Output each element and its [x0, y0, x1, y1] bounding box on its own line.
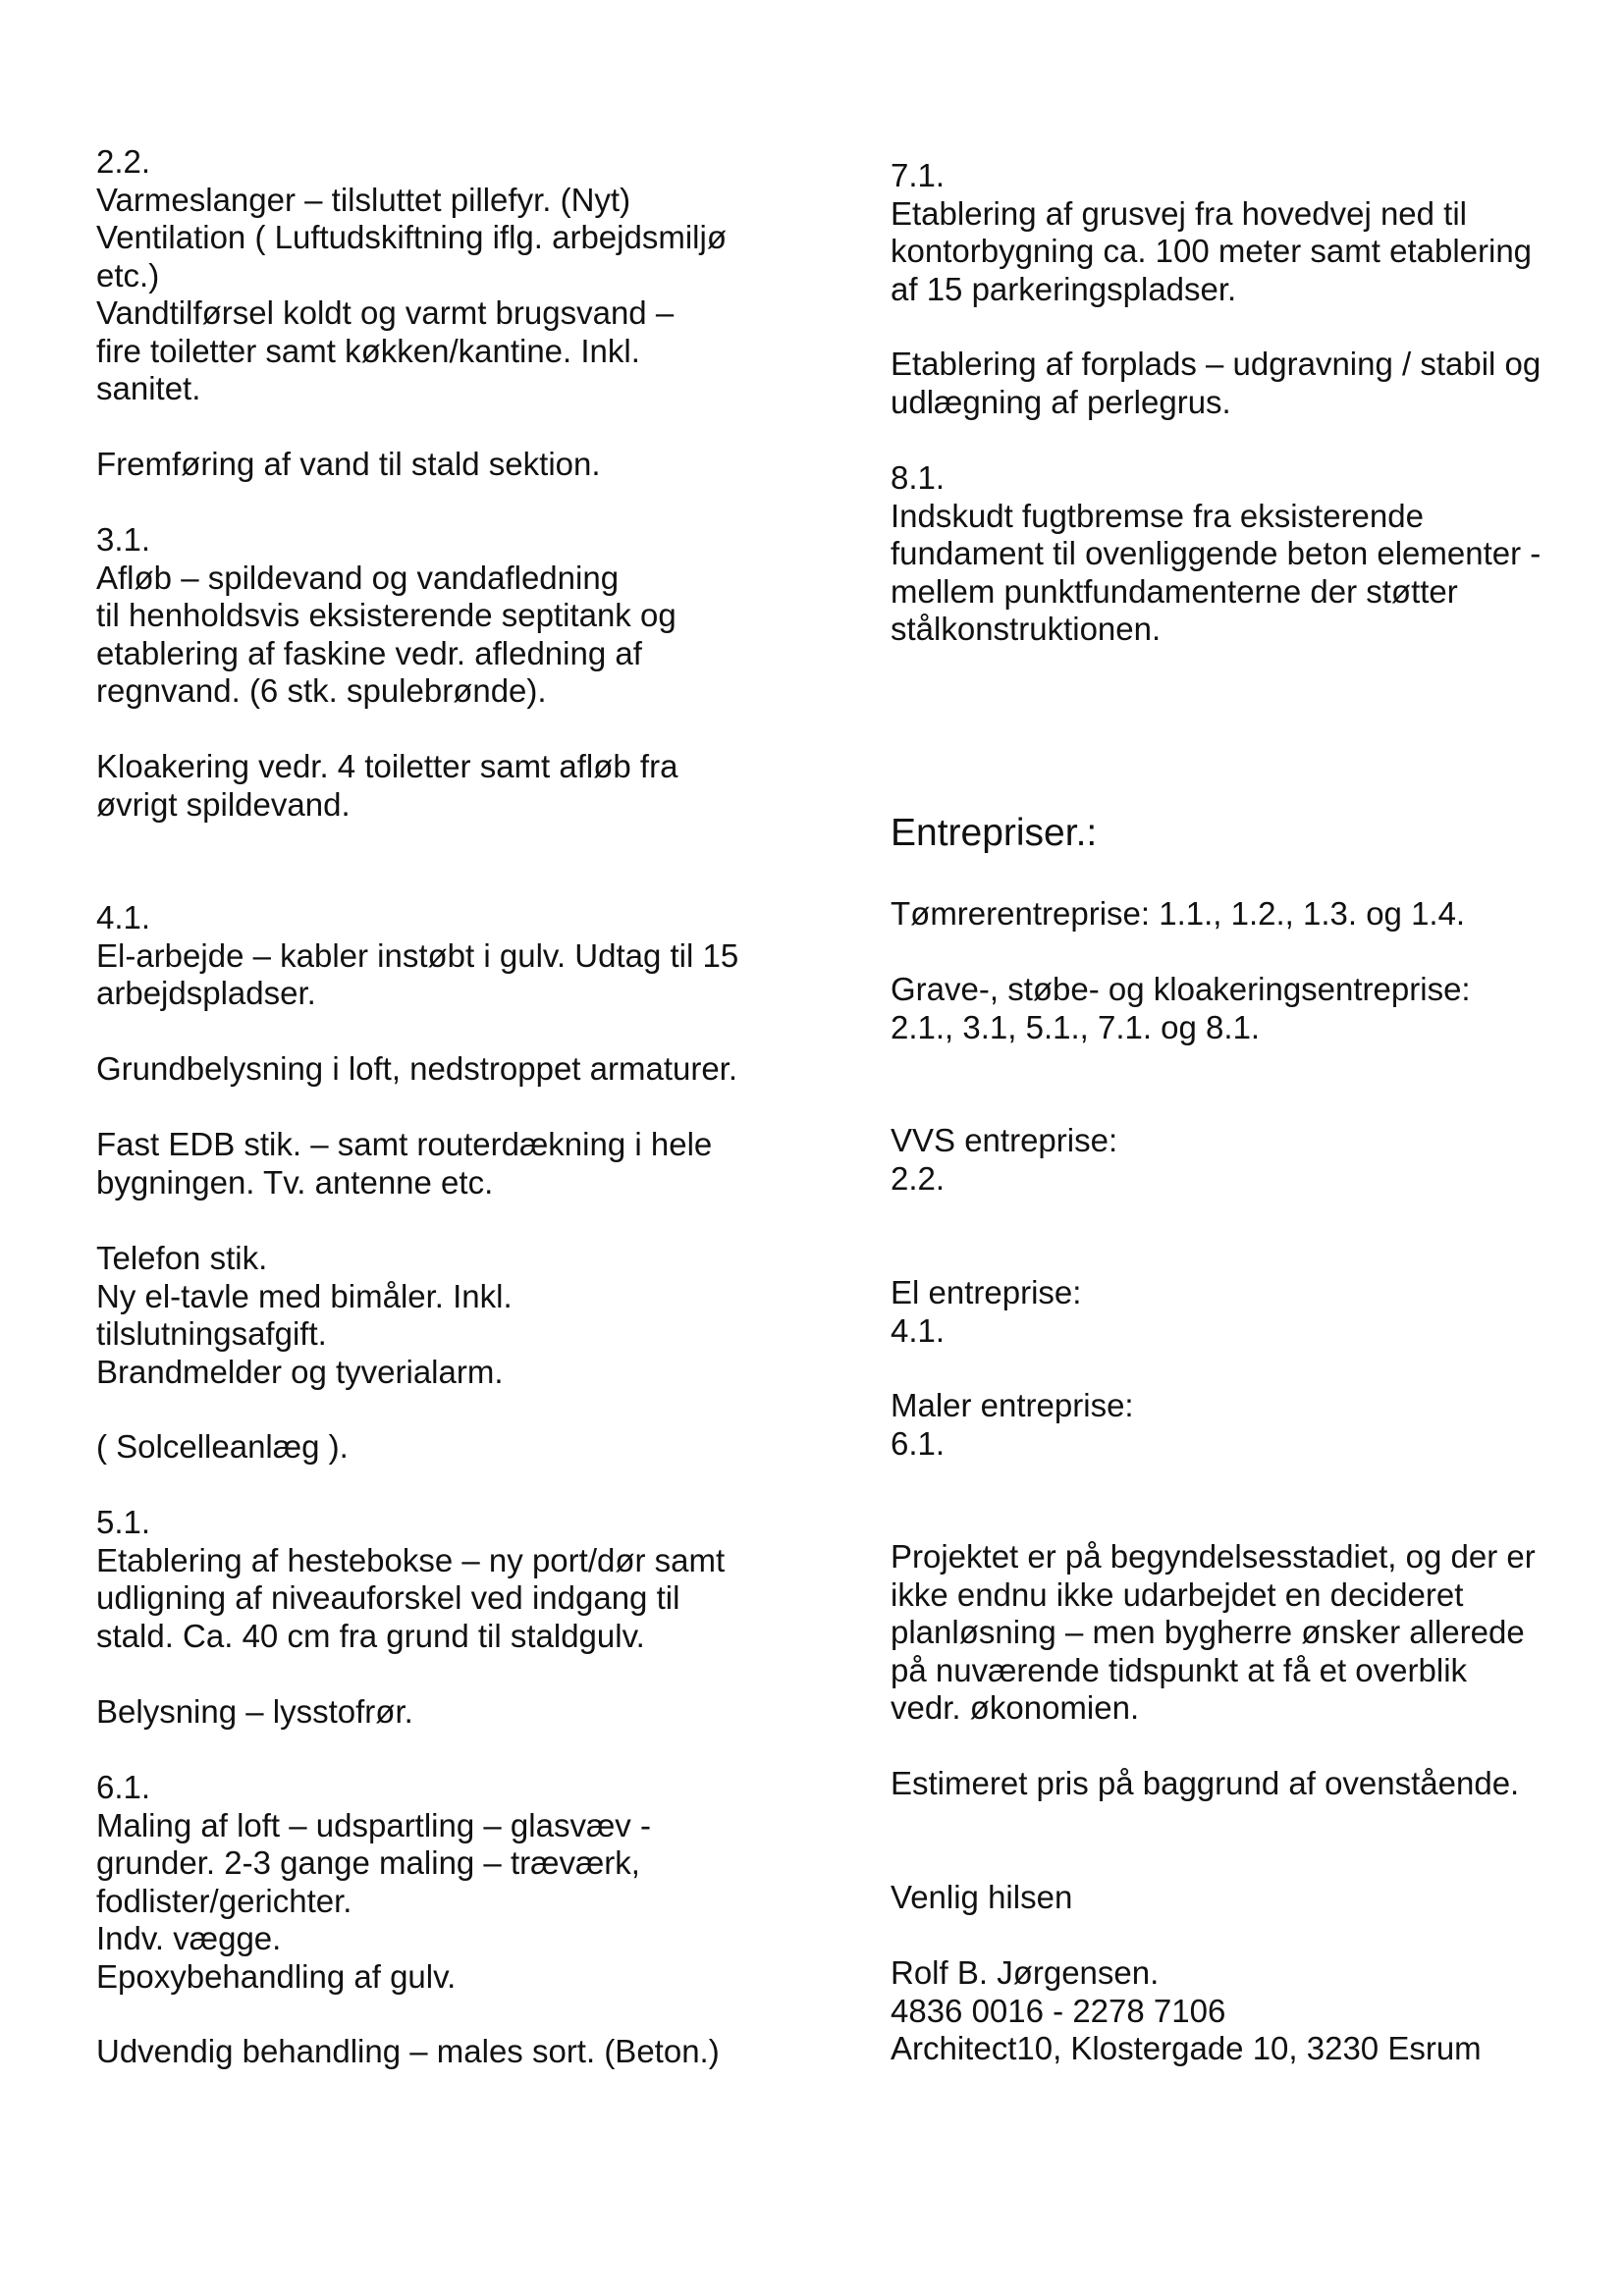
text-line: El entreprise: [891, 1274, 1082, 1310]
text-line: Udvendig behandling – males sort. (Beton.) [96, 2033, 720, 2069]
text-line: fire toiletter samt køkken/kantine. Inkl. [96, 332, 640, 369]
text-line: 2.2. [891, 1159, 946, 1197]
section-number: 2.2. [96, 143, 151, 180]
paragraph-carpentry-contract [891, 895, 1578, 934]
text-line: arbejdspladser. [96, 975, 316, 1011]
text-line: Grave-, støbe- og kloakeringsentreprise: [891, 971, 1471, 1007]
paragraph-exterior-treatment [96, 2033, 784, 2071]
heading-entrepriser: Entrepriser.: [891, 812, 1098, 854]
text-line: tilslutningsafgift. [96, 1315, 327, 1352]
text-line: Etablering af forplads – udgravning / stabil og [891, 346, 1542, 382]
text-line: Kloakering vedr. 4 toiletter samt afløb fra [96, 748, 678, 784]
signer-name: Rolf B. Jørgensen. [891, 1954, 1160, 1991]
text-line: planløsning – men bygherre ønsker allerede [891, 1614, 1525, 1650]
text-line: stålkonstruktionen. [891, 611, 1162, 647]
text-line: grunder. 2-3 gange maling – træværk, [96, 1844, 640, 1881]
text-line: øvrigt spildevand. [96, 785, 351, 823]
text-line: Vandtilførsel koldt og varmt brugsvand – [96, 294, 675, 331]
text-line: Fremføring af vand til stald sektion. [96, 446, 601, 482]
text-line: 2.1., 3.1, 5.1., 7.1. og 8.1. [891, 1008, 1261, 1045]
paragraph-basic-lighting [96, 1050, 784, 1089]
text-line: Grundbelysning i loft, nedstroppet armaturer. [96, 1050, 738, 1087]
text-line: Fast EDB stik. – samt routerdækning i hele [96, 1126, 713, 1162]
text-line: VVS entreprise: [891, 1122, 1118, 1158]
section-7-1-gravel-road [891, 157, 1578, 308]
phone-numbers: 4836 0016 - 2278 7106 [891, 1992, 1226, 2029]
section-number: 4.1. [96, 899, 151, 935]
text-line: Etablering af grusvej fra hovedvej ned til [891, 194, 1468, 232]
text-line: Telefon stik. [96, 1240, 268, 1276]
text-line: El-arbejde – kabler instøbt i gulv. Udtag til 15 [96, 936, 739, 974]
text-line: Maling af loft – udspartling – glasvæv - [96, 1806, 651, 1843]
paragraph-water-stable [96, 446, 784, 484]
text-line: ( Solcelleanlæg ). [96, 1428, 349, 1465]
text-line: Venlig hilsen [891, 1879, 1073, 1915]
text-line: Maler entreprise: [891, 1387, 1134, 1423]
text-line: kontorbygning ca. 100 meter samt etablering [891, 233, 1533, 269]
text-line: Etablering af hestebokse – ny port/dør samt [96, 1541, 726, 1578]
text-line: ikke endnu ikke udarbejdet en decideret [891, 1575, 1464, 1613]
text-line: til henholdsvis eksisterende septitank og [96, 597, 676, 633]
closing-greeting [891, 1879, 1578, 1917]
section-8-1-moisture-barrier [891, 459, 1578, 649]
section-4-1-electrical [96, 899, 784, 1013]
text-line: 6.1. [891, 1424, 946, 1462]
paragraph-electrical-contract [891, 1274, 1578, 1350]
section-2-2-heating-ventilation-water [96, 143, 784, 408]
text-line: stald. Ca. 40 cm fra grund til staldgulv. [96, 1617, 645, 1654]
text-line: fodlister/gerichter. [96, 1882, 352, 1919]
paragraph-plumbing-contract [891, 1122, 1578, 1198]
paragraph-excavation-contract [891, 971, 1578, 1046]
text-line: mellem punktfundamenterne der støtter [891, 572, 1458, 610]
paragraph-project-status [891, 1538, 1578, 1728]
paragraph-forecourt [891, 346, 1578, 421]
paragraph-phone-panel-alarm [96, 1240, 784, 1391]
paragraph-lighting-tubes [96, 1693, 784, 1732]
section-number: 5.1. [96, 1504, 151, 1540]
text-line: Brandmelder og tyverialarm. [96, 1353, 504, 1390]
text-line: Belysning – lysstofrør. [96, 1693, 413, 1730]
text-line: 4.1. [891, 1311, 946, 1349]
section-number: 3.1. [96, 521, 151, 558]
text-line: fundament til ovenliggende beton elementer - [891, 535, 1542, 571]
paragraph-sewerage [96, 748, 784, 824]
text-line: Indskudt fugtbremse fra eksisterende [891, 497, 1424, 534]
text-line: Ventilation ( Luftudskiftning iflg. arbejdsmiljø [96, 219, 727, 255]
text-line: Afløb – spildevand og vandafledning [96, 559, 620, 596]
paragraph-solar [96, 1428, 784, 1467]
paragraph-data-outlets [96, 1126, 784, 1201]
paragraph-painter-contract [891, 1387, 1578, 1463]
text-line: Ny el-tavle med bimåler. Inkl. [96, 1277, 513, 1314]
signature-block [891, 1954, 1578, 2068]
address: Architect10, Klostergade 10, 3230 Esrum [891, 2030, 1482, 2066]
section-6-1-painting [96, 1769, 784, 1996]
text-line: Indv. vægge. [96, 1920, 282, 1956]
text-line: på nuværende tidspunkt at få et overblik [891, 1651, 1468, 1688]
text-line: Tømrerentreprise: 1.1., 1.2., 1.3. og 1.4. [891, 895, 1466, 932]
section-3-1-drainage [96, 521, 784, 711]
text-line: etc.) [96, 256, 160, 294]
paragraph-estimated-price [891, 1765, 1578, 1803]
text-line: Projektet er på begyndelsesstadiet, og der er [891, 1538, 1536, 1575]
text-line: udlægning af perlegrus. [891, 383, 1231, 420]
section-number: 6.1. [96, 1769, 151, 1805]
text-line: Estimeret pris på baggrund af ovenstående. [891, 1765, 1520, 1801]
text-line: vedr. økonomien. [891, 1689, 1140, 1726]
text-line: etablering af faskine vedr. afledning af [96, 634, 642, 671]
text-line: af 15 parkeringspladser. [891, 270, 1237, 307]
text-line: regnvand. (6 stk. spulebrønde). [96, 672, 547, 709]
section-number: 8.1. [891, 459, 946, 496]
text-line: Epoxybehandling af gulv. [96, 1957, 457, 1995]
section-5-1-horse-boxes [96, 1504, 784, 1655]
text-line: Varmeslanger – tilsluttet pillefyr. (Nyt) [96, 181, 631, 218]
text-line: udligning af niveauforskel ved indgang til [96, 1579, 680, 1616]
text-line: sanitet. [96, 370, 201, 406]
section-number: 7.1. [891, 157, 946, 193]
text-line: bygningen. Tv. antenne etc. [96, 1163, 494, 1201]
